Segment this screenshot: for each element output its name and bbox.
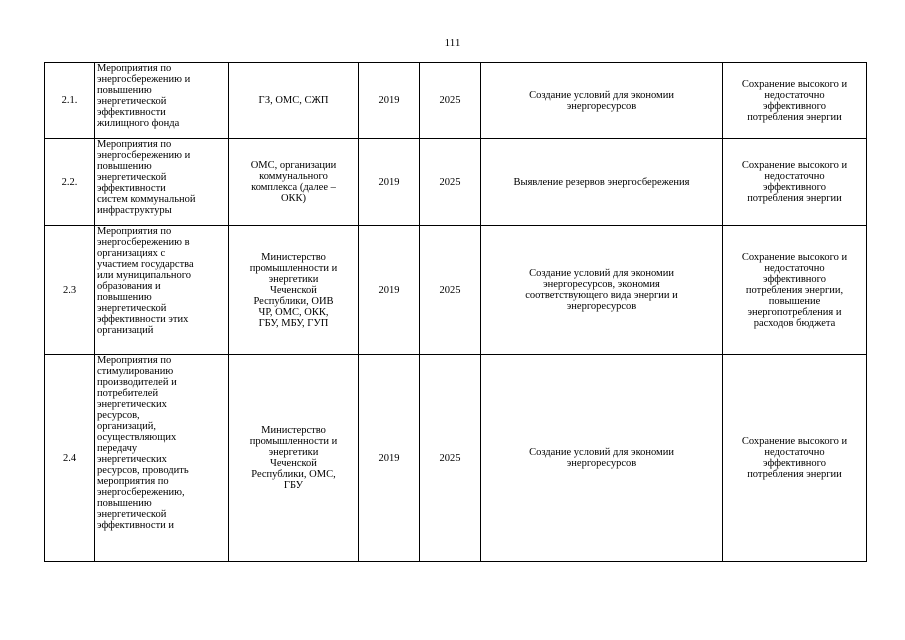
executors: Министерство промышленности и энергетики Чеченской Республики, ОМС, ГБУ (229, 355, 359, 562)
expected-result: Создание условий для экономии энергоресурсов (481, 63, 723, 139)
consequence: Сохранение высокого и недостаточно эффективного потребления энергии, повышение энергопотребления и расходов бюджета (723, 226, 867, 355)
executors: ОМС, организации коммунального комплекса (далее – ОКК) (229, 139, 359, 226)
consequence: Сохранение высокого и недостаточно эффективного потребления энергии (723, 355, 867, 562)
expected-result: Создание условий для экономии энергоресурсов, экономия соответствующего вида энергии и энергоресурсов (481, 226, 723, 355)
row-number: 2.3 (45, 226, 95, 355)
table-row (45, 355, 867, 562)
measures-table (44, 62, 867, 562)
executors: ГЗ, ОМС, СЖП (229, 63, 359, 139)
start-year: 2019 (359, 226, 420, 355)
measure-name: Мероприятия по стимулированию производителей и потребителей энергетических ресурсов, организаций, осуществляющих передачу энергетических ресурсов, проводить мероприятия по энергосбережению, повышению энергетической эффективности и (95, 355, 229, 562)
measure-name: Мероприятия по энергосбережению и повышению энергетической эффективности систем коммунальной инфраструктуры (95, 139, 229, 226)
table-row (45, 139, 867, 226)
end-year: 2025 (420, 355, 481, 562)
row-number: 2.4 (45, 355, 95, 562)
end-year: 2025 (420, 139, 481, 226)
start-year: 2019 (359, 139, 420, 226)
start-year: 2019 (359, 63, 420, 139)
consequence: Сохранение высокого и недостаточно эффективного потребления энергии (723, 139, 867, 226)
table-row (45, 63, 867, 139)
executors: Министерство промышленности и энергетики Чеченской Республики, ОИВ ЧР, ОМС, ОКК, ГБУ, МБУ, ГУП (229, 226, 359, 355)
page-number: 111 (444, 37, 461, 49)
row-number: 2.1. (45, 63, 95, 139)
start-year: 2019 (359, 355, 420, 562)
end-year: 2025 (420, 63, 481, 139)
expected-result: Создание условий для экономии энергоресурсов (481, 355, 723, 562)
expected-result: Выявление резервов энергосбережения (481, 139, 723, 226)
measure-name: Мероприятия по энергосбережению и повышению энергетической эффективности жилищного фонда (95, 63, 229, 139)
measure-name: Мероприятия по энергосбережению в организациях с участием государства или муниципального образования и повышению энергетической эффективности этих организаций (95, 226, 229, 355)
end-year: 2025 (420, 226, 481, 355)
row-number: 2.2. (45, 139, 95, 226)
table-row (45, 226, 867, 355)
consequence: Сохранение высокого и недостаточно эффективного потребления энергии (723, 63, 867, 139)
